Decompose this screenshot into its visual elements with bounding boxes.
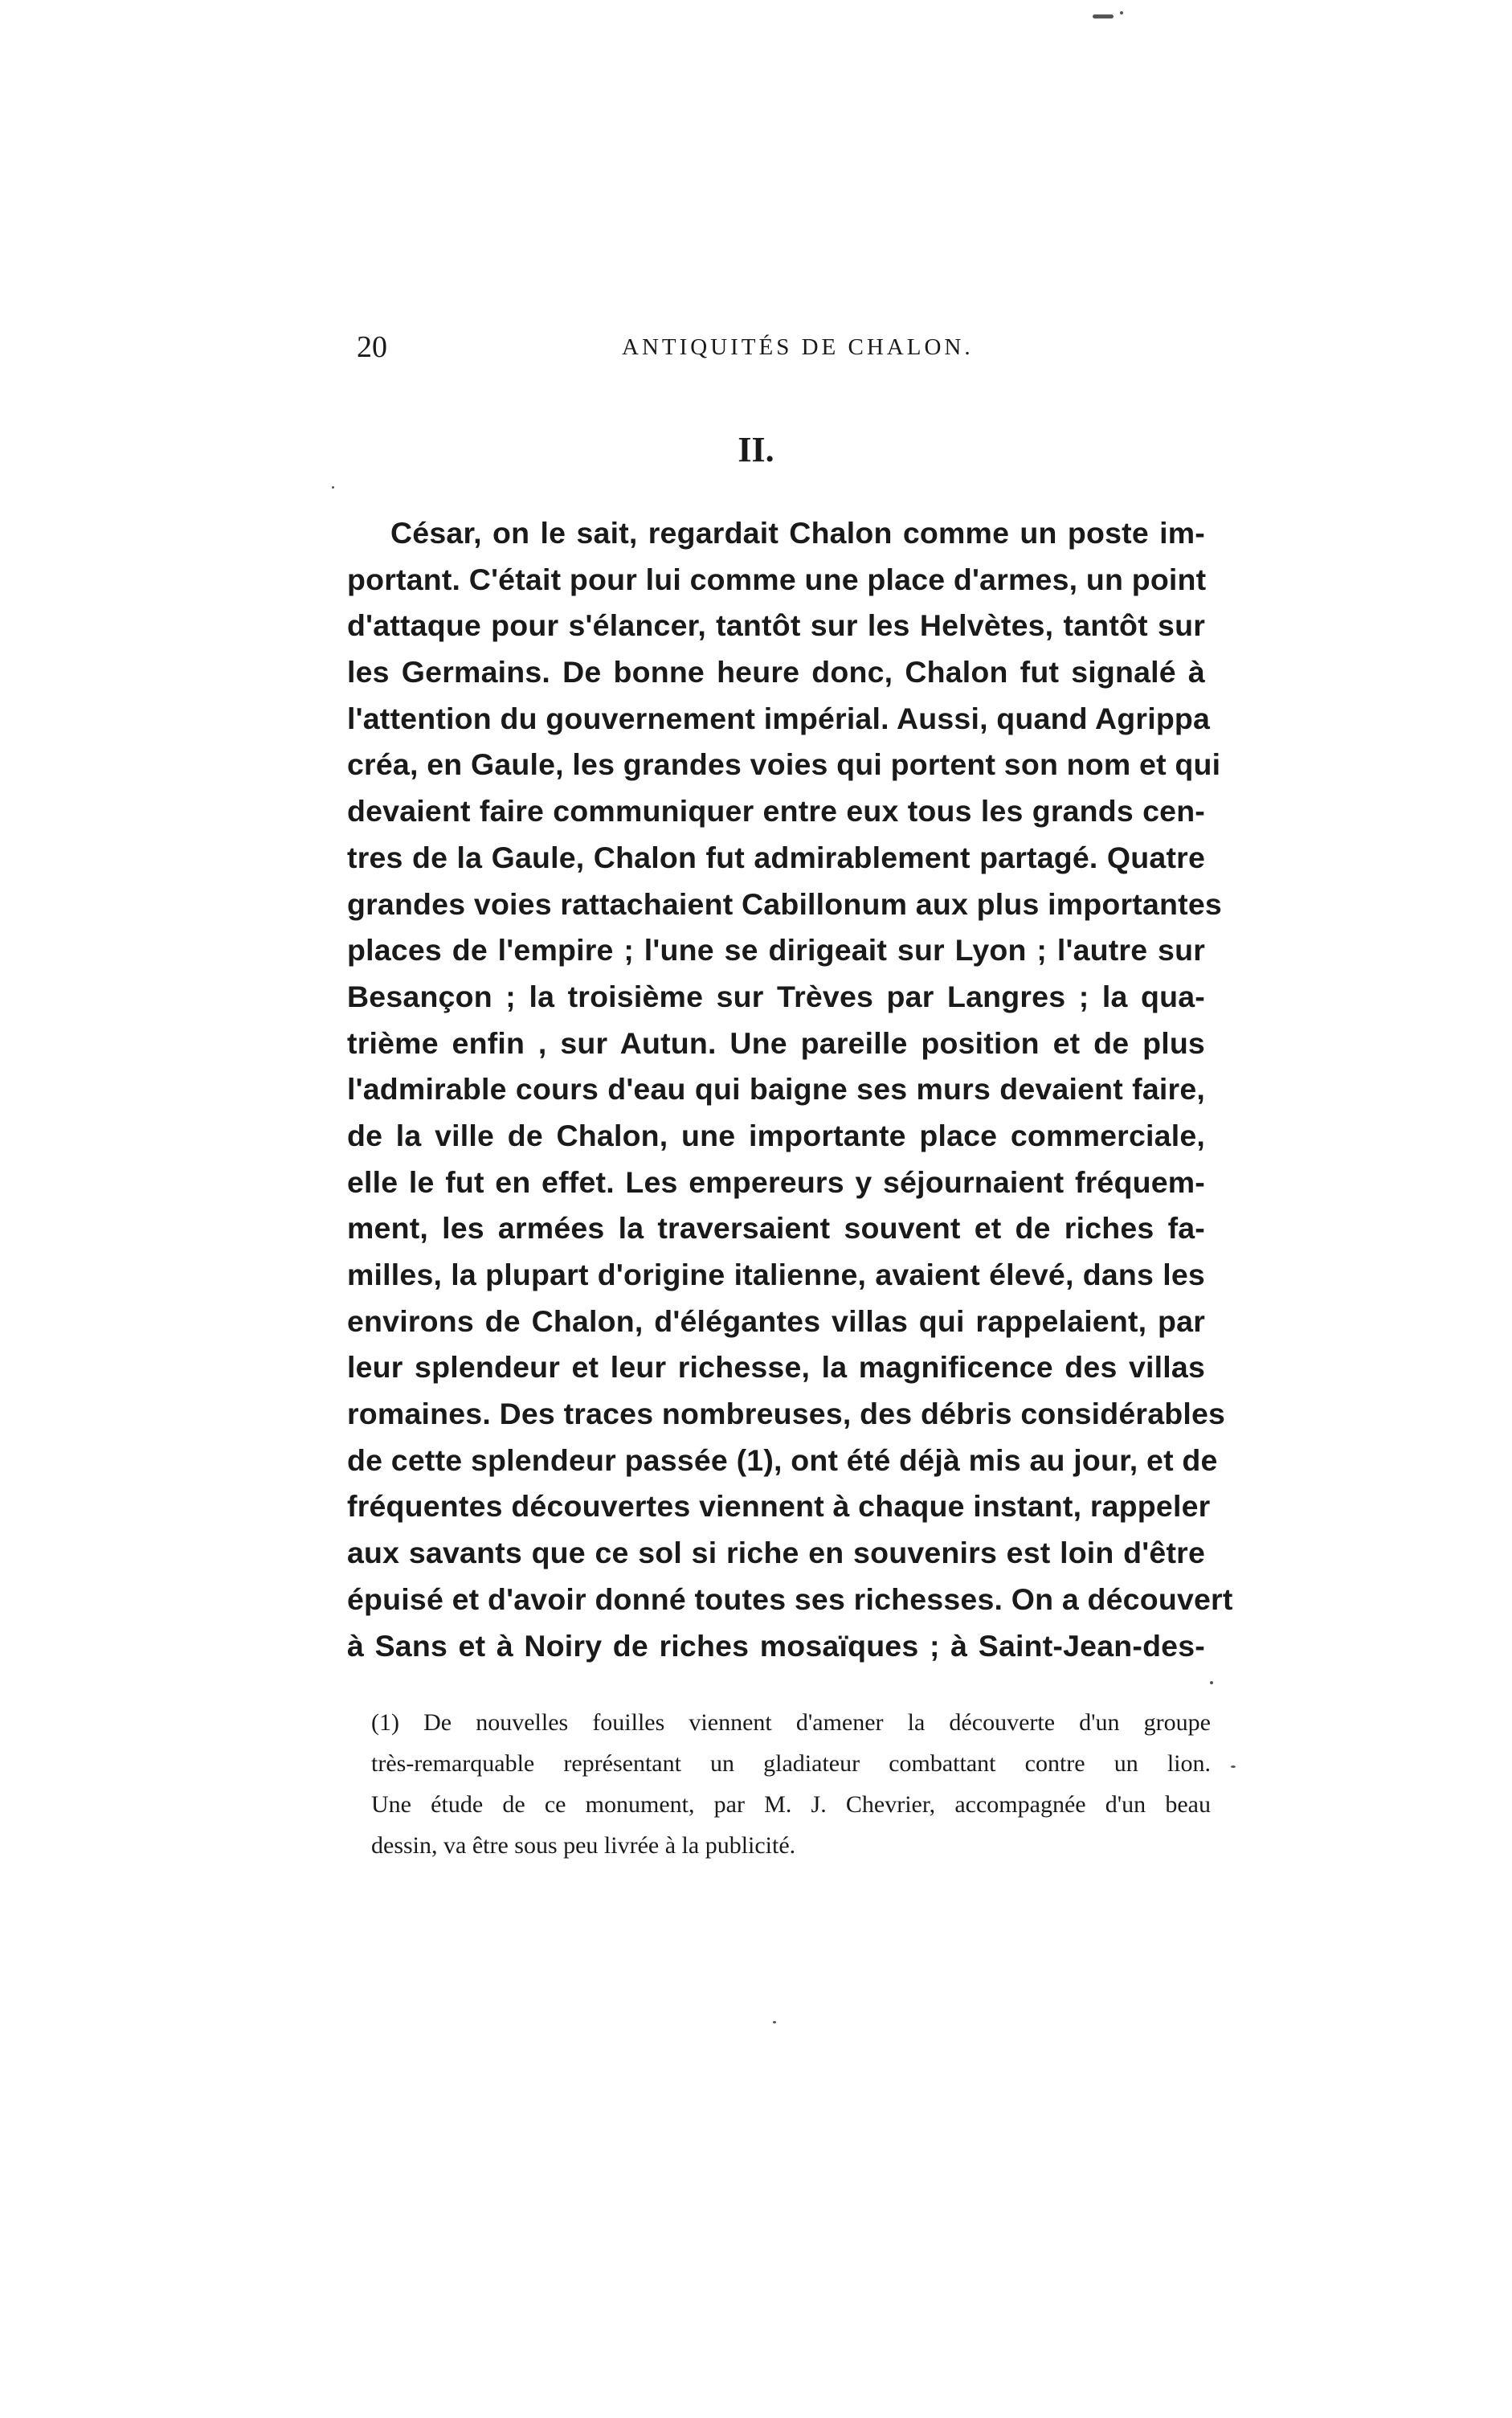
body-line: trième enfin , sur Autun. Une pareille position et de plus [347, 1025, 1205, 1060]
section-number: II. [738, 430, 774, 469]
body-line: environs de Chalon, d'élégantes villas qui rappelaient, par [347, 1303, 1205, 1338]
body-line: de cette splendeur passée (1), ont été déjà mis au jour, et de [347, 1442, 1218, 1477]
footnote-line: très-remarquable représentant un gladiateur combattant contre un lion. [371, 1750, 1211, 1777]
body-line: romaines. Des traces nombreuses, des débris considérables [347, 1397, 1226, 1431]
body-line: leur splendeur et leur richesse, la magnificence des villas [347, 1350, 1205, 1385]
body-line: devaient faire communiquer entre eux tous les grands cen- [347, 794, 1205, 829]
body-line: à Sans et à Noiry de riches mosaïques ; à Saint-Jean-des- [347, 1628, 1205, 1663]
body-line: Besançon ; la troisième sur Trèves par Langres ; la qua- [347, 979, 1205, 1013]
body-line: aux savants que ce sol si riche en souvenirs est loin d'être [347, 1536, 1205, 1570]
scan-speck [1120, 11, 1123, 14]
footnote [371, 1702, 1211, 1866]
body-line: les Germains. De bonne heure donc, Chalon fut signalé à [347, 655, 1205, 689]
body-line: de la ville de Chalon, une importante place commerciale, [347, 1118, 1205, 1152]
footnote-line: (1) De nouvelles fouilles viennent d'amener la découverte d'un groupe [371, 1709, 1211, 1736]
scan-speck [1093, 14, 1114, 18]
body-line: portant. C'était pour lui comme une place d'armes, un point [347, 562, 1207, 596]
running-head [357, 323, 1208, 371]
body-line: l'admirable cours d'eau qui baigne ses murs devaient faire, [347, 1072, 1205, 1107]
scan-speck [1231, 1765, 1236, 1768]
body-line: César, on le sait, regardait Chalon comme un poste im- [390, 516, 1205, 550]
body-line: fréquentes découvertes viennent à chaque instant, rappeler [347, 1489, 1211, 1524]
footnote-line: dessin, va être sous peu livrée à la publicité. [371, 1832, 796, 1859]
body-line: ment, les armées la traversaient souvent et de riches fa- [347, 1211, 1205, 1246]
body-line: créa, en Gaule, les grandes voies qui portent son nom et qui [347, 747, 1221, 782]
body-line: places de l'empire ; l'une se dirigeait sur Lyon ; l'autre sur [347, 933, 1205, 968]
body-line: grandes voies rattachaient Cabillonum aux plus importantes [347, 886, 1222, 921]
body-line: épuisé et d'avoir donné toutes ses richesses. On a découvert [347, 1581, 1233, 1616]
body-line: milles, la plupart d'origine italienne, avaient élevé, dans les [347, 1258, 1205, 1291]
body-line: elle le fut en effet. Les empereurs y séjournaient fréquem- [347, 1164, 1205, 1199]
scan-speck [332, 486, 334, 489]
body-line: d'attaque pour s'élancer, tantôt sur les Helvètes, tantôt sur [347, 608, 1205, 643]
page-number: 20 [357, 330, 387, 364]
body-line: l'attention du gouvernement impérial. Aussi, quand Agrippa [347, 701, 1211, 735]
body-line: tres de la Gaule, Chalon fut admirablement partagé. Quatre [347, 840, 1205, 874]
body-paragraph [347, 510, 1233, 1669]
footnote-line: Une étude de ce monument, par M. J. Chevrier, accompagnée d'un beau [371, 1791, 1211, 1818]
scan-speck [1210, 1681, 1213, 1684]
running-title: ANTIQUITÉS DE CHALON. [622, 334, 974, 360]
scan-speck [773, 2021, 776, 2023]
